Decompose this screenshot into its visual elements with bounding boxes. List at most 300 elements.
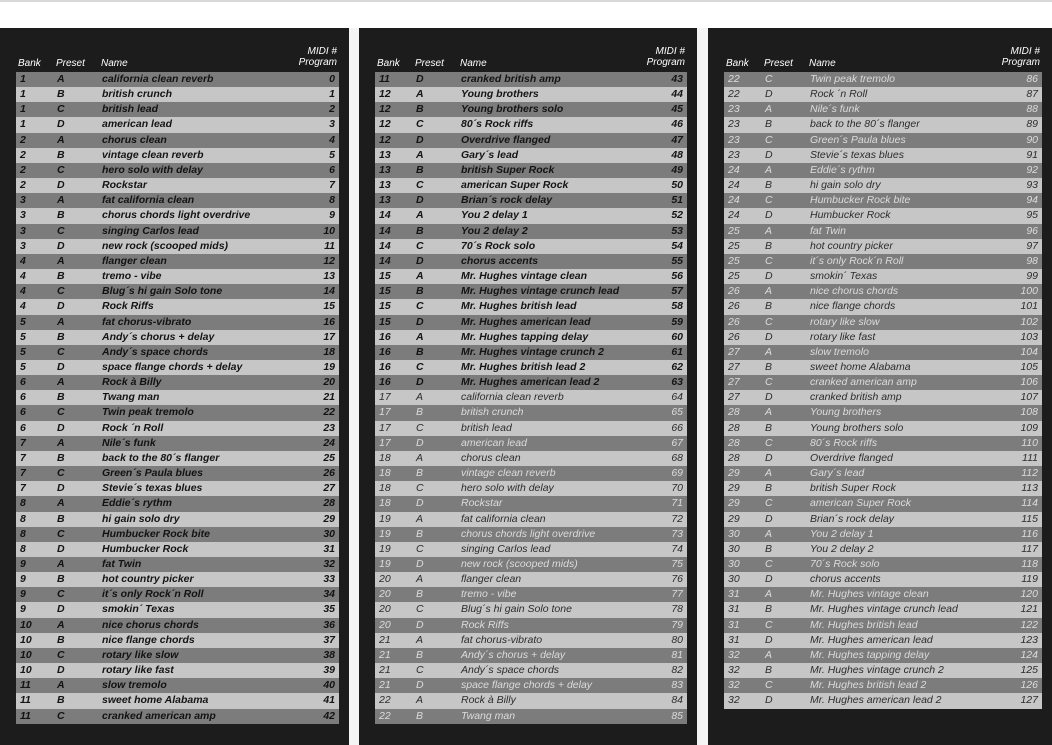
- cell-bank: 22: [379, 694, 391, 707]
- cell-program: 61: [671, 345, 683, 358]
- cell-preset: C: [765, 315, 773, 328]
- table-row: [16, 239, 339, 254]
- cell-name: hot country picker: [810, 239, 893, 252]
- cell-preset: C: [57, 103, 65, 116]
- table-row: [16, 330, 339, 345]
- cell-preset: C: [57, 588, 65, 601]
- cell-bank: 20: [379, 588, 391, 601]
- cell-program: 84: [671, 694, 683, 707]
- table-row: [375, 315, 687, 330]
- cell-name: Mr. Hughes vintage clean: [810, 588, 929, 601]
- cell-bank: 25: [728, 270, 740, 283]
- cell-name: slow tremolo: [810, 345, 869, 358]
- cell-name: tremo - vibe: [461, 588, 517, 601]
- cell-program: 35: [323, 603, 335, 616]
- cell-preset: B: [765, 118, 773, 131]
- table-row: [16, 436, 339, 451]
- cell-preset: C: [57, 285, 65, 298]
- table-rows: [724, 72, 1042, 709]
- cell-name: hot country picker: [102, 573, 194, 586]
- cell-bank: 32: [728, 648, 740, 661]
- cell-bank: 30: [728, 542, 740, 555]
- cell-bank: 32: [728, 694, 740, 707]
- cell-name: california clean reverb: [102, 73, 214, 85]
- cell-preset: A: [765, 588, 773, 601]
- table-row: [16, 72, 339, 87]
- cell-bank: 15: [379, 315, 391, 328]
- table-row: [375, 208, 687, 223]
- cell-bank: 26: [728, 285, 740, 298]
- cell-bank: 7: [20, 482, 26, 495]
- cell-bank: 2: [20, 179, 26, 192]
- cell-name: slow tremolo: [102, 679, 167, 692]
- cell-program: 15: [323, 300, 335, 313]
- table-row: [375, 678, 687, 693]
- cell-name: hi gain solo dry: [810, 179, 881, 192]
- table-row: [16, 133, 339, 148]
- cell-name: nice chorus chords: [810, 285, 899, 298]
- cell-program: 24: [323, 436, 335, 449]
- cell-program: 52: [671, 209, 683, 222]
- cell-name: british Super Rock: [461, 163, 555, 176]
- cell-program: 55: [671, 254, 683, 267]
- cell-bank: 29: [728, 512, 740, 525]
- cell-name: flanger clean: [461, 573, 522, 586]
- cell-bank: 15: [379, 300, 391, 313]
- cell-name: it´s only Rock´n Roll: [810, 254, 904, 267]
- cell-name: Gary´s lead: [810, 467, 865, 480]
- cell-name: american Super Rock: [810, 497, 911, 510]
- cell-preset: D: [57, 179, 65, 192]
- table-row: [16, 299, 339, 314]
- cell-preset: D: [416, 497, 424, 510]
- table-row: [375, 436, 687, 451]
- cell-name: fat chorus-vibrato: [461, 633, 543, 646]
- cell-name: Humbucker Rock bite: [810, 194, 911, 207]
- cell-bank: 10: [20, 618, 32, 631]
- table-row: [375, 405, 687, 420]
- cell-program: 107: [1020, 391, 1038, 404]
- cell-preset: C: [416, 179, 424, 192]
- cell-name: Mr. Hughes tapping delay: [810, 648, 930, 661]
- cell-program: 37: [323, 633, 335, 646]
- table-header: [708, 46, 1052, 69]
- cell-program: 83: [671, 679, 683, 692]
- cell-program: 59: [671, 315, 683, 328]
- table-row: [375, 618, 687, 633]
- cell-program: 32: [323, 558, 335, 570]
- cell-preset: A: [57, 133, 65, 146]
- cell-program: 121: [1020, 603, 1038, 616]
- table-row: [375, 587, 687, 602]
- cell-bank: 4: [20, 285, 26, 298]
- table-row: [16, 587, 339, 602]
- table-row: [16, 481, 339, 496]
- cell-preset: B: [765, 542, 773, 555]
- cell-name: singing Carlos lead: [102, 224, 199, 237]
- table-row: [16, 345, 339, 360]
- cell-name: new rock (scooped mids): [461, 558, 578, 570]
- cell-name: 80´s Rock riffs: [810, 436, 878, 449]
- table-row: [724, 284, 1042, 299]
- table-row: [375, 663, 687, 678]
- table-row: [724, 436, 1042, 451]
- cell-name: cranked british amp: [461, 73, 561, 85]
- cell-name: back to the 80´s flanger: [810, 118, 920, 131]
- table-row: [375, 133, 687, 148]
- cell-name: Eddie´s rythm: [102, 497, 173, 510]
- table-row: [375, 512, 687, 527]
- table-row: [16, 375, 339, 390]
- cell-name: 80´s Rock riffs: [461, 118, 534, 131]
- cell-preset: D: [765, 148, 773, 161]
- cell-preset: A: [416, 330, 424, 343]
- table-row: [375, 693, 687, 708]
- table-row: [375, 648, 687, 663]
- cell-preset: B: [57, 512, 65, 525]
- cell-bank: 11: [379, 73, 390, 85]
- cell-program: 47: [671, 133, 683, 146]
- cell-preset: C: [765, 679, 773, 692]
- cell-preset: D: [765, 512, 773, 525]
- cell-preset: B: [57, 88, 65, 101]
- table-row: [724, 451, 1042, 466]
- cell-name: 70´s Rock solo: [461, 239, 536, 252]
- table-row: [375, 602, 687, 617]
- cell-bank: 3: [20, 194, 26, 207]
- cell-program: 27: [323, 482, 335, 495]
- cell-program: 92: [1026, 163, 1038, 176]
- table-row: [16, 193, 339, 208]
- cell-preset: B: [57, 391, 65, 404]
- table-row: [16, 360, 339, 375]
- cell-name: cranked american amp: [102, 709, 216, 722]
- cell-bank: 17: [379, 406, 391, 419]
- cell-program: 29: [323, 512, 335, 525]
- cell-bank: 6: [20, 376, 26, 389]
- table-row: [724, 390, 1042, 405]
- cell-name: chorus clean: [102, 133, 167, 146]
- table-row: [16, 542, 339, 557]
- cell-name: american lead: [461, 436, 527, 449]
- cell-program: 60: [671, 330, 683, 343]
- cell-bank: 21: [379, 648, 391, 661]
- cell-program: 4: [329, 133, 335, 146]
- table-row: [724, 299, 1042, 314]
- cell-program: 99: [1026, 270, 1038, 283]
- cell-name: Mr. Hughes vintage crunch lead: [810, 603, 958, 616]
- cell-bank: 31: [728, 633, 740, 646]
- cell-program: 3: [329, 118, 335, 131]
- cell-preset: A: [765, 406, 773, 419]
- cell-name: Brian´s rock delay: [461, 194, 553, 207]
- cell-preset: B: [57, 573, 65, 586]
- cell-program: 49: [671, 163, 683, 176]
- table-row: [16, 421, 339, 436]
- cell-program: 75: [671, 558, 683, 570]
- cell-preset: B: [416, 406, 424, 419]
- cell-bank: 19: [379, 558, 391, 570]
- cell-program: 100: [1020, 285, 1038, 298]
- cell-bank: 25: [728, 239, 740, 252]
- header-program: Program: [298, 57, 337, 68]
- table-row: [724, 678, 1042, 693]
- table-row: [375, 709, 687, 724]
- cell-program: 30: [323, 527, 335, 540]
- cell-preset: C: [416, 482, 424, 495]
- cell-program: 126: [1020, 679, 1038, 692]
- cell-preset: C: [57, 467, 65, 480]
- cell-preset: B: [57, 330, 65, 343]
- cell-name: chorus clean: [461, 451, 521, 464]
- table-row: [16, 527, 339, 542]
- cell-preset: A: [416, 88, 424, 101]
- cell-bank: 13: [379, 179, 391, 192]
- cell-program: 114: [1021, 497, 1038, 510]
- header-name: Name: [809, 58, 836, 69]
- cell-bank: 15: [379, 285, 391, 298]
- cell-program: 69: [671, 467, 683, 480]
- cell-bank: 2: [20, 163, 26, 176]
- cell-name: hero solo with delay: [102, 163, 203, 176]
- cell-bank: 10: [20, 648, 32, 661]
- cell-name: cranked british amp: [810, 391, 902, 404]
- cell-bank: 20: [379, 573, 391, 586]
- cell-bank: 23: [728, 148, 740, 161]
- cell-program: 63: [671, 376, 683, 389]
- cell-program: 68: [671, 451, 683, 464]
- cell-preset: B: [416, 285, 424, 298]
- cell-preset: C: [57, 709, 65, 722]
- cell-name: Mr. Hughes british lead 2: [461, 360, 586, 373]
- table-row: [724, 602, 1042, 617]
- cell-name: space flange chords + delay: [461, 679, 593, 692]
- cell-name: Rock Riffs: [461, 618, 509, 631]
- cell-preset: B: [765, 603, 773, 616]
- cell-bank: 15: [379, 270, 391, 283]
- cell-program: 36: [323, 618, 335, 631]
- cell-bank: 8: [20, 542, 26, 555]
- table-row: [16, 693, 339, 708]
- cell-bank: 5: [20, 330, 26, 343]
- cell-bank: 8: [20, 497, 26, 510]
- cell-name: british lead: [461, 421, 512, 434]
- cell-name: british crunch: [102, 88, 173, 101]
- cell-bank: 9: [20, 573, 26, 586]
- cell-name: Twang man: [461, 709, 516, 722]
- cell-program: 28: [323, 497, 335, 510]
- header-preset: Preset: [764, 58, 793, 69]
- table-row: [16, 557, 339, 572]
- cell-preset: C: [57, 163, 65, 176]
- cell-program: 89: [1026, 118, 1038, 131]
- cell-bank: 10: [20, 633, 32, 646]
- cell-bank: 32: [728, 679, 740, 692]
- cell-bank: 22: [728, 88, 740, 101]
- cell-program: 34: [323, 588, 335, 601]
- header-bank: Bank: [726, 58, 749, 69]
- cell-preset: A: [416, 209, 424, 222]
- cell-name: Young brothers: [810, 406, 882, 419]
- table-row: [724, 133, 1042, 148]
- cell-program: 57: [671, 285, 683, 298]
- table-row: [724, 360, 1042, 375]
- cell-name: You 2 delay 1: [461, 209, 528, 222]
- cell-name: vintage clean reverb: [461, 467, 556, 480]
- cell-program: 105: [1020, 360, 1038, 373]
- cell-program: 53: [671, 224, 683, 237]
- table-row: [724, 178, 1042, 193]
- cell-bank: 9: [20, 588, 26, 601]
- cell-preset: D: [57, 300, 65, 313]
- table-row: [375, 269, 687, 284]
- cell-preset: B: [765, 239, 773, 252]
- cell-preset: A: [416, 573, 424, 586]
- cell-bank: 12: [379, 88, 391, 101]
- cell-preset: A: [57, 194, 65, 207]
- cell-program: 42: [323, 709, 335, 722]
- cell-program: 39: [323, 664, 335, 677]
- cell-bank: 28: [728, 436, 740, 449]
- cell-name: Young brothers solo: [810, 421, 904, 434]
- cell-bank: 5: [20, 360, 26, 373]
- table-row: [16, 390, 339, 405]
- cell-name: Mr. Hughes vintage crunch 2: [810, 664, 944, 677]
- cell-program: 98: [1026, 254, 1038, 267]
- cell-program: 2: [329, 103, 335, 116]
- page-gutter: [349, 28, 359, 745]
- cell-name: Brian´s rock delay: [810, 512, 895, 525]
- table-row: [375, 148, 687, 163]
- table-row: [375, 633, 687, 648]
- cell-name: chorus chords light overdrive: [102, 209, 251, 222]
- cell-name: Blug´s hi gain Solo tone: [102, 285, 223, 298]
- cell-preset: D: [416, 315, 424, 328]
- cell-bank: 30: [728, 573, 740, 586]
- cell-program: 12: [323, 254, 335, 267]
- cell-name: Nile´s funk: [102, 436, 156, 449]
- cell-name: british crunch: [461, 406, 524, 419]
- cell-bank: 30: [728, 558, 740, 570]
- cell-bank: 26: [728, 315, 740, 328]
- cell-bank: 7: [20, 436, 26, 449]
- cell-bank: 4: [20, 254, 26, 267]
- cell-name: Nile´s funk: [810, 103, 860, 116]
- cell-name: Mr. Hughes vintage clean: [461, 270, 588, 283]
- cell-program: 66: [671, 421, 683, 434]
- cell-preset: B: [416, 527, 424, 540]
- cell-preset: A: [416, 512, 424, 525]
- cell-program: 1: [329, 88, 335, 101]
- cell-program: 16: [323, 315, 335, 328]
- cell-program: 46: [671, 118, 683, 131]
- cell-preset: D: [765, 573, 773, 586]
- table-row: [375, 572, 687, 587]
- table-row: [724, 148, 1042, 163]
- table-row: [724, 648, 1042, 663]
- cell-bank: 13: [379, 163, 391, 176]
- cell-preset: B: [57, 694, 65, 707]
- cell-preset: D: [416, 679, 424, 692]
- cell-bank: 3: [20, 239, 26, 252]
- cell-bank: 13: [379, 148, 391, 161]
- cell-name: fat Twin: [102, 558, 142, 570]
- table-row: [16, 269, 339, 284]
- cell-program: 101: [1020, 300, 1038, 313]
- cell-preset: C: [416, 360, 424, 373]
- table-row: [375, 163, 687, 178]
- table-row: [724, 254, 1042, 269]
- cell-bank: 26: [728, 330, 740, 343]
- cell-name: flanger clean: [102, 254, 167, 267]
- cell-bank: 12: [379, 133, 391, 146]
- cell-program: 50: [671, 179, 683, 192]
- cell-name: Mr. Hughes american lead 2: [461, 376, 600, 389]
- table-row: [16, 496, 339, 511]
- table-row: [16, 117, 339, 132]
- cell-name: Mr. Hughes american lead: [810, 633, 933, 646]
- cell-name: Mr. Hughes vintage crunch lead: [461, 285, 620, 298]
- cell-program: 127: [1020, 694, 1038, 707]
- table-row: [724, 330, 1042, 345]
- table-row: [16, 633, 339, 648]
- cell-name: rotary like slow: [810, 315, 880, 328]
- cell-preset: A: [416, 270, 424, 283]
- cell-name: 70´s Rock solo: [810, 558, 880, 570]
- cell-bank: 17: [379, 436, 391, 449]
- cell-preset: D: [57, 482, 65, 495]
- table-row: [16, 405, 339, 420]
- cell-preset: B: [57, 633, 65, 646]
- cell-preset: D: [765, 391, 773, 404]
- table-row: [724, 405, 1042, 420]
- table-row: [16, 618, 339, 633]
- cell-name: Mr. Hughes british lead: [810, 618, 918, 631]
- table-row: [724, 572, 1042, 587]
- cell-name: rotary like slow: [102, 648, 179, 661]
- cell-program: 25: [323, 451, 335, 464]
- cell-preset: B: [416, 224, 424, 237]
- table-rows: [375, 72, 687, 724]
- table-row: [16, 678, 339, 693]
- cell-program: 56: [671, 270, 683, 283]
- cell-bank: 1: [20, 118, 26, 131]
- cell-program: 104: [1020, 345, 1038, 358]
- cell-bank: 5: [20, 345, 26, 358]
- cell-program: 62: [671, 360, 683, 373]
- cell-bank: 17: [379, 421, 391, 434]
- cell-name: Mr. Hughes american lead: [461, 315, 591, 328]
- table-header: [0, 46, 349, 69]
- cell-preset: A: [765, 467, 773, 480]
- cell-bank: 18: [379, 482, 391, 495]
- table-row: [724, 315, 1042, 330]
- cell-bank: 21: [379, 633, 391, 646]
- cell-preset: D: [765, 330, 773, 343]
- cell-program: 117: [1021, 542, 1038, 555]
- cell-bank: 3: [20, 209, 26, 222]
- cell-program: 5: [329, 148, 335, 161]
- cell-preset: B: [765, 179, 773, 192]
- cell-name: Young brothers: [461, 88, 539, 101]
- cell-name: fat california clean: [461, 512, 546, 525]
- table-row: [724, 239, 1042, 254]
- cell-preset: D: [416, 194, 424, 207]
- cell-name: Rock à Billy: [102, 376, 162, 389]
- cell-name: fat chorus-vibrato: [102, 315, 192, 328]
- cell-program: 31: [323, 542, 335, 555]
- cell-bank: 10: [20, 664, 32, 677]
